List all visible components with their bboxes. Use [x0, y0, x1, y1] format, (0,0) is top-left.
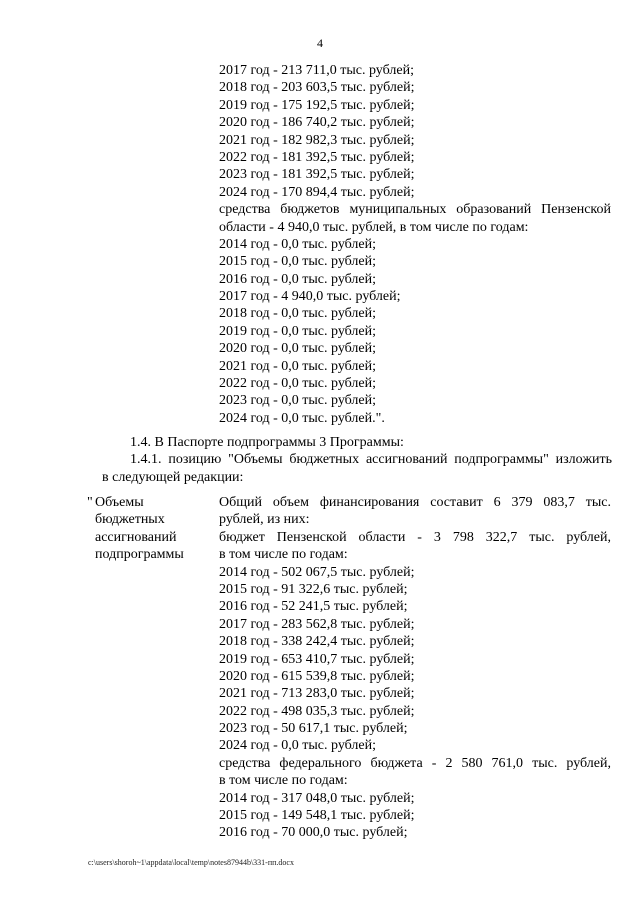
cell-line: 2014 год - 317 048,0 тыс. рублей; — [219, 790, 415, 806]
cell-line: 2014 год - 502 067,5 тыс. рублей; — [219, 564, 415, 580]
cell-line: 2018 год - 338 242,4 тыс. рублей; — [219, 634, 415, 650]
file-path-footer: c:\users\shoroh~1\appdata\local\temp\notes87944b\331-пп.docx — [88, 858, 294, 867]
text-line: области - 4 940,0 тыс. рублей, в том числе по годам: — [219, 219, 529, 235]
text-line: 2024 год - 0,0 тыс. рублей.". — [219, 410, 385, 426]
cell-line: 2022 год - 498 035,3 тыс. рублей; — [219, 703, 415, 719]
section-heading: 1.4. В Паспорте подпрограммы 3 Программы: — [130, 435, 404, 450]
text-line: 2017 год - 213 711,0 тыс. рублей; — [219, 63, 414, 78]
text-line: 2016 год - 0,0 тыс. рублей; — [219, 271, 377, 287]
cell-line: рублей, из них: — [219, 512, 310, 528]
text-line: 2015 год - 0,0 тыс. рублей; — [219, 254, 377, 270]
text-line: 2022 год - 181 392,5 тыс. рублей; — [219, 149, 415, 165]
text-line: 2023 год - 181 392,5 тыс. рублей; — [219, 167, 415, 183]
section-item-line: в следующей редакции: — [102, 469, 244, 485]
cell-line: 2023 год - 50 617,1 тыс. рублей; — [219, 721, 408, 737]
text-line: 2017 год - 4 940,0 тыс. рублей; — [219, 289, 401, 305]
table-left-cell — [95, 494, 215, 564]
page-number: 4 — [317, 36, 323, 50]
text-line: 2020 год - 0,0 тыс. рублей; — [219, 341, 377, 357]
text-line: средства бюджетов муниципальных образований Пензенской — [219, 202, 611, 218]
cell-line: Общий объем финансирования составит 6 379 083,7 тыс. — [219, 495, 611, 510]
text-line: 2018 год - 203 603,5 тыс. рублей; — [219, 80, 415, 96]
section-item-line: 1.4.1. позицию "Объемы бюджетных ассигнований подпрограммы" изложить — [130, 452, 612, 468]
cell-line: бюджет Пензенской области - 3 798 322,7 тыс. рублей, — [219, 529, 611, 545]
cell-line: подпрограммы — [95, 547, 184, 563]
table-right-cell — [219, 494, 611, 842]
text-line: 2022 год - 0,0 тыс. рублей; — [219, 376, 377, 392]
cell-line: 2015 год - 149 548,1 тыс. рублей; — [219, 808, 415, 824]
text-line: 2021 год - 182 982,3 тыс. рублей; — [219, 132, 415, 148]
cell-line: 2021 год - 713 283,0 тыс. рублей; — [219, 686, 415, 702]
cell-line: 2017 год - 283 562,8 тыс. рублей; — [219, 616, 415, 632]
text-line: 2018 год - 0,0 тыс. рублей; — [219, 306, 377, 322]
section-1-4 — [102, 434, 612, 486]
cell-line: 2015 год - 91 322,6 тыс. рублей; — [219, 581, 408, 597]
cell-line: средства федерального бюджета - 2 580 761,0 тыс. рублей, — [219, 755, 611, 771]
cell-line: ассигнований — [95, 529, 177, 545]
cell-line: в том числе по годам: — [219, 773, 348, 789]
cell-line: 2016 год - 70 000,0 тыс. рублей; — [219, 825, 408, 841]
cell-line: бюджетных — [95, 512, 165, 528]
text-line: 2019 год - 175 192,5 тыс. рублей; — [219, 97, 415, 113]
text-line: 2020 год - 186 740,2 тыс. рублей; — [219, 115, 415, 131]
text-line: 2024 год - 170 894,4 тыс. рублей; — [219, 184, 415, 200]
cell-line: в том числе по годам: — [219, 547, 348, 563]
cell-line: 2019 год - 653 410,7 тыс. рублей; — [219, 651, 415, 667]
cell-line: 2020 год - 615 539,8 тыс. рублей; — [219, 668, 415, 684]
text-line: 2014 год - 0,0 тыс. рублей; — [219, 236, 377, 252]
text-line: 2021 год - 0,0 тыс. рублей; — [219, 358, 377, 374]
cell-line: Объемы — [95, 495, 144, 510]
text-line: 2023 год - 0,0 тыс. рублей; — [219, 393, 377, 409]
funding-years-list-continued — [219, 62, 611, 427]
cell-line: 2024 год - 0,0 тыс. рублей; — [219, 738, 377, 754]
text-line: 2019 год - 0,0 тыс. рублей; — [219, 323, 377, 339]
opening-quote: " — [87, 495, 93, 510]
cell-line: 2016 год - 52 241,5 тыс. рублей; — [219, 599, 408, 615]
